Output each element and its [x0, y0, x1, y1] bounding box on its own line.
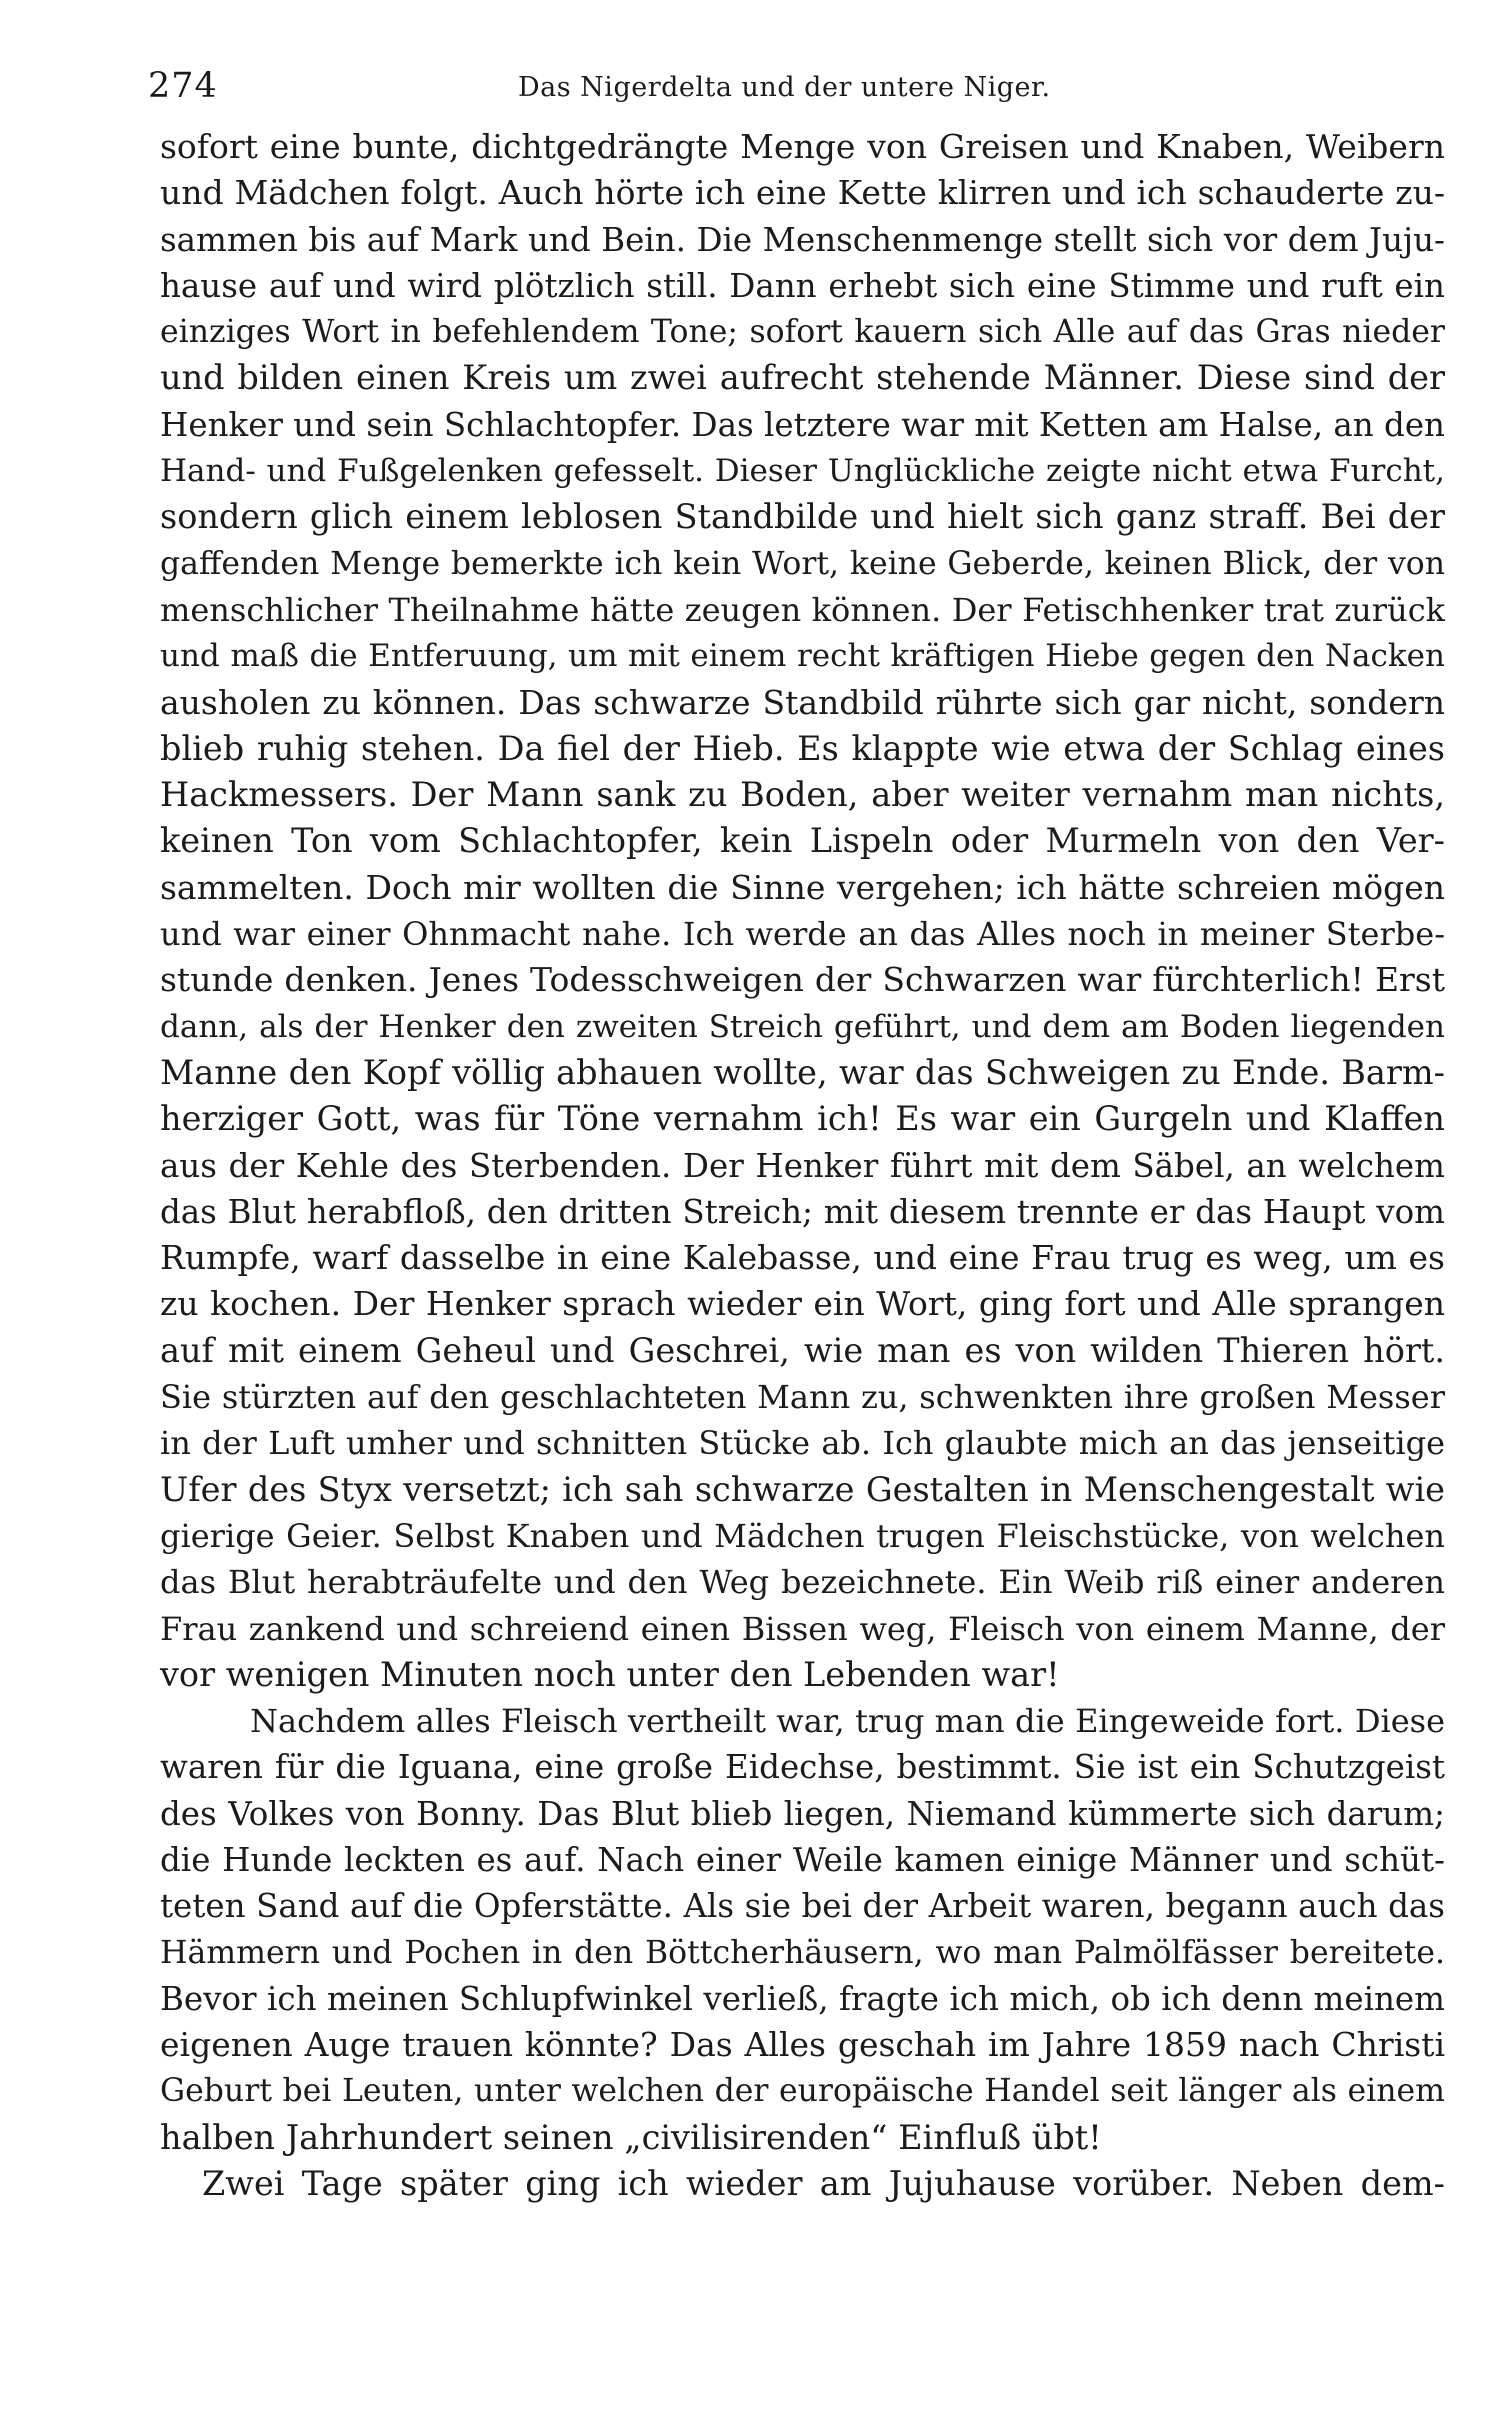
text-line: gaffenden Menge bemerkte ich kein Wort, keine Geberde, keinen Blick, der von [160, 545, 1445, 582]
text-line: sammelten. Doch mir wollten die Sinne vergehen; ich hätte schreien mögen [160, 867, 1445, 907]
text-line: waren für die Iguana, eine große Eidechse, bestimmt. Sie ist ein Schutzgeist [160, 1748, 1445, 1787]
text-line: des Volkes von Bonny. Das Blut blieb liegen, Niemand kümmerte sich darum; [160, 1794, 1445, 1833]
text-line: zu kochen. Der Henker sprach wieder ein Wort, ging fort und Alle sprangen [160, 1284, 1445, 1324]
text-line: sondern glich einem leblosen Standbilde und hielt sich ganz straff. Bei der [160, 497, 1445, 537]
text-line: einziges Wort in befehlendem Tone; sofort kauern sich Alle auf das Gras nieder [160, 314, 1445, 351]
text-line: und bilden einen Kreis um zwei aufrecht stehende Männer. Diese sind der [160, 358, 1445, 398]
text-line: menschlicher Theilnahme hätte zeugen können. Der Fetischhenker trat zurück [160, 590, 1445, 629]
text-line: das Blut herabfloß, den dritten Streich; mit diesem trennte er das Haupt vom [160, 1192, 1445, 1231]
text-line: aus der Kehle des Sterbenden. Der Henker führt mit dem Säbel, an welchem [160, 1146, 1445, 1185]
text-line: und Mädchen folgt. Auch hörte ich eine Kette klirren und ich schauderte zu- [160, 173, 1445, 213]
text-line: stunde denken. Jenes Todesschweigen der Schwarzen war fürchterlich! Erst [160, 960, 1445, 1000]
text-line: sammen bis auf Mark und Bein. Die Menschenmenge stellt sich vor dem Juju- [160, 220, 1445, 259]
text-line: Henker und sein Schlachtopfer. Das letztere war mit Ketten am Halse, an den [160, 405, 1445, 444]
text-line: sofort eine bunte, dichtgedrängte Menge von Greisen und Knaben, Weibern [160, 127, 1445, 166]
paragraph-end-line: halben Jahrhundert seinen „civilisirenden“ Einfluß übt! [160, 2117, 1102, 2157]
text-line: Hämmern und Pochen in den Böttcherhäusern, wo man Palmölfässer bereitete. [160, 1934, 1445, 1971]
text-line: Hackmessers. Der Mann sank zu Boden, aber weiter vernahm man nichts, [160, 775, 1445, 815]
text-line: dann, als der Henker den zweiten Streich geführt, und dem am Boden liegenden [160, 1008, 1445, 1045]
text-line: Hand- und Fußgelenken gefesselt. Dieser Unglückliche zeigte nicht etwa Furcht, [160, 453, 1445, 490]
text-line: auf mit einem Geheul und Geschrei, wie man es von wilden Thieren hört. [160, 1330, 1445, 1370]
text-line: blieb ruhig stehen. Da fiel der Hieb. Es klappte wie etwa der Schlag eines [160, 728, 1445, 768]
text-line: das Blut herabträufelte und den Weg bezeichnete. Ein Weib riß einer anderen [160, 1563, 1445, 1602]
paragraph-start-line: Nachdem alles Fleisch vertheilt war, trug man die Eingeweide fort. Diese [250, 1702, 1445, 1741]
text-line: hause auf und wird plötzlich still. Dann erhebt sich eine Stimme und ruft ein [160, 266, 1445, 305]
paragraph-end-line: vor wenigen Minuten noch unter den Lebenden war! [160, 1654, 1060, 1694]
text-line: Bevor ich meinen Schlupfwinkel verließ, fragte ich mich, ob ich denn meinem [160, 1979, 1445, 2018]
text-line: Geburt bei Leuten, unter welchen der europäische Handel seit länger als einem [160, 2073, 1445, 2110]
text-line: Ufer des Styx versetzt; ich sah schwarze Gestalten in Menschengestalt wie [160, 1469, 1445, 1509]
text-line: gierige Geier. Selbst Knaben und Mädchen trugen Fleischstücke, von welchen [160, 1516, 1445, 1555]
text-line: Frau zankend und schreiend einen Bissen weg, Fleisch von einem Manne, der [160, 1609, 1445, 1648]
page-number: 274 [148, 66, 218, 106]
text-line: in der Luft umher und schnitten Stücke ab. Ich glaubte mich an das jenseitige [160, 1424, 1445, 1463]
text-line: und maß die Entferuung, um mit einem recht kräftigen Hiebe gegen den Nacken [160, 638, 1445, 675]
text-line: Rumpfe, warf dasselbe in eine Kalebasse, und eine Frau trug es weg, um es [160, 1238, 1445, 1278]
text-line: und war einer Ohnmacht nahe. Ich werde an das Alles noch in meiner Sterbe- [160, 915, 1445, 954]
body-text [160, 124, 1445, 2207]
text-line: keinen Ton vom Schlachtopfer, kein Lispeln oder Murmeln von den Ver- [160, 821, 1445, 861]
paragraph-start-line: Zwei Tage später ging ich wieder am Jujuhause vorüber. Neben dem- [202, 2164, 1445, 2204]
text-line: herziger Gott, was für Töne vernahm ich! Es war ein Gurgeln und Klaffen [160, 1099, 1445, 1139]
page-header [148, 60, 1448, 120]
text-line: Manne den Kopf völlig abhauen wollte, war das Schweigen zu Ende. Barm- [160, 1052, 1445, 1092]
text-line: Sie stürzten auf den geschlachteten Mann zu, schwenkten ihre großen Messer [160, 1378, 1445, 1417]
text-line: die Hunde leckten es auf. Nach einer Weile kamen einige Männer und schüt- [160, 1840, 1445, 1879]
text-line: ausholen zu können. Das schwarze Standbild rührte sich gar nicht, sondern [160, 682, 1445, 722]
running-head: Das Nigerdelta und der untere Niger. [518, 72, 1051, 103]
text-line: teten Sand auf die Opferstätte. Als sie bei der Arbeit waren, begann auch das [160, 1887, 1445, 1926]
text-line: eigenen Auge trauen könnte? Das Alles geschah im Jahre 1859 nach Christi [160, 2025, 1445, 2065]
